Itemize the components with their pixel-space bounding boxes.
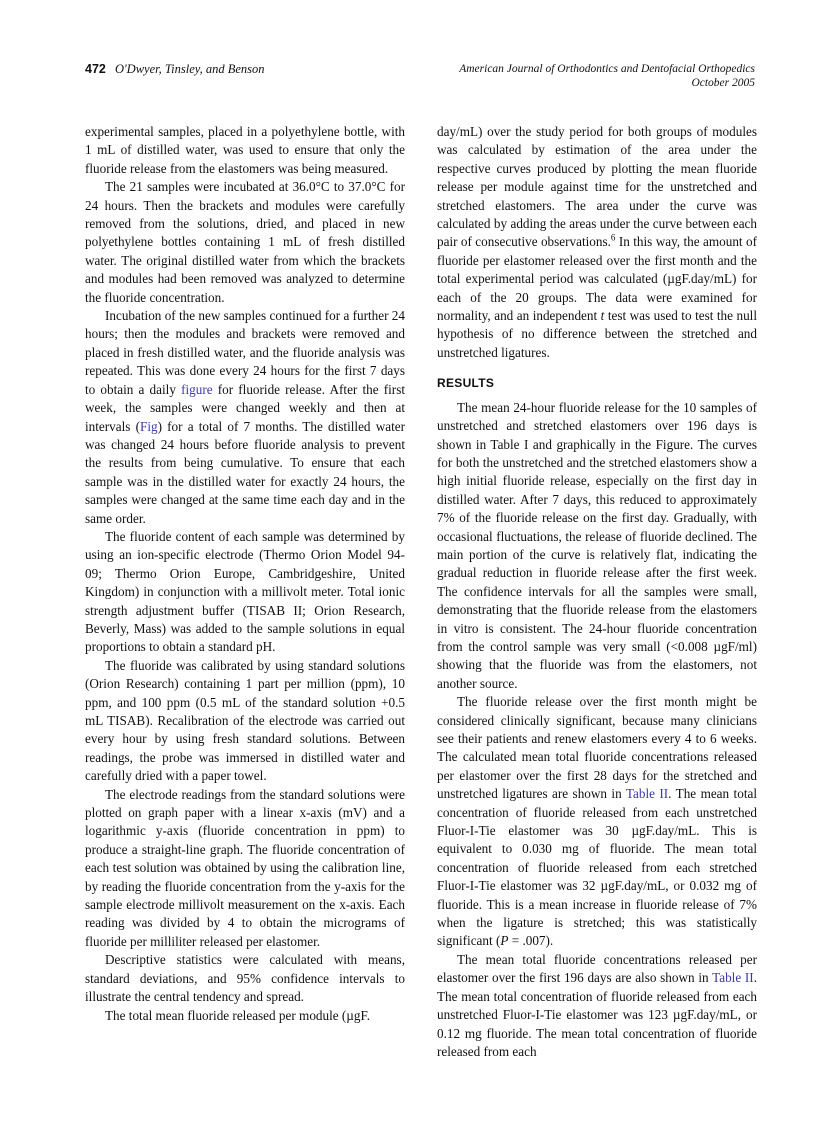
text-run: The mean total fluoride concentrations released per elastomer over the first 196 days are also shown in — [437, 951, 757, 986]
running-header-left — [85, 62, 265, 77]
text-run: The 21 samples were incubated at 36.0°C to 37.0°C for 24 hours. Then the brackets and modules were carefully removed from the solutions, dried, and placed in new polyethylene bottles containing 1 mL of fresh distilled water. The original distilled water from which the brackets and modules had been removed was analyzed to determine the fluoride concentration. — [85, 179, 405, 305]
paragraph — [85, 528, 405, 657]
right-column — [437, 123, 757, 1061]
text-run: Descriptive statistics were calculated with means, standard deviations, and 95% confidence intervals to illustrate the central tendency and spread. — [85, 952, 405, 1005]
text-run: experimental samples, placed in a polyethylene bottle, with 1 mL of distilled water, was used to ensure that only the fluoride release from the elastomers was being measured. — [85, 124, 405, 176]
journal-title: American Journal of Orthodontics and Dentofacial Orthopedics — [459, 63, 755, 75]
running-header-right — [459, 62, 755, 90]
italic-text: P — [500, 933, 509, 949]
cross-reference-link[interactable]: Table II — [712, 970, 754, 986]
text-run: day/mL) over the study period for both groups of modules was calculated by estimation of the area under the respective curves produced by plotting the mean fluoride release per module against time for the unstretched and stretched elastomers. The area under the curve was calculated by adding the areas under the curve between each pair of consecutive observations. — [437, 124, 757, 250]
italic-text: t — [600, 308, 605, 324]
paragraph — [437, 399, 757, 694]
text-run: The fluoride content of each sample was determined by using an ion-specific electrode (Thermo Orion Model 94-09; Thermo Orion Europe, Cambridgeshire, United Kingdom) in conjunction with a millivolt meter. Total ionic strength adjustment buffer (TISAB II; Orion Research, Beverly, Mass) was added to the sample solutions in equal proportions to obtain a standard pH. — [85, 528, 405, 655]
cross-reference-link[interactable]: Table II — [625, 786, 669, 802]
text-run: Incubation of the new samples continued for a further 24 hours; then the modules and brackets were removed and placed in fresh distilled water, and the fluoride analysis was repeated. This was done every 24 hours for the first 7 days to obtain a daily — [85, 308, 405, 397]
text-run: In this way, the amount of fluoride per elastomer released over the first month and the total experimental period was calculated (µgF.day/mL) for each of the 20 groups. The data were examined for normality, and an independent — [437, 234, 757, 324]
paragraph — [85, 178, 405, 307]
authors: O'Dwyer, Tinsley, and Benson — [114, 62, 265, 76]
paragraph — [437, 123, 757, 362]
text-run: . The mean total concentration of fluoride released from each unstretched Fluor-I-Tie elastomer was 30 µgF.day/mL. This is equivalent to 0.030 mg of fluoride. The mean total concentration of fluoride released from each stretched Fluor-I-Tie elastomer was 32 µgF.day/mL, or 0.032 mg of fluoride. This is a mean increase in fluoride release of 7% when the ligature is stretched; this was statistically significant ( — [437, 786, 757, 949]
paragraph — [85, 657, 405, 786]
text-run: = .007). — [508, 933, 554, 949]
paragraph — [85, 786, 405, 952]
paragraph — [85, 307, 405, 528]
text-run: The mean 24-hour fluoride release for the 10 samples of unstretched and stretched elastomers over 196 days is shown in Table I and graphically in the Figure. The curves for both the unstretched and the stretched elastomers show a high initial fluoride release, especially on the first day in distilled water. After 7 days, this reduced to approximately 7% of the fluoride release on the first day. Gradually, with occasional fluctuations, the release of fluoride declined. The main portion of the curve is relatively flat, indicating the gradual reduction in fluoride release after the first week. The confidence intervals for all the samples were small, demonstrating that the fluoride release from the elastomers in vitro is consistent. The 24-hour fluoride concentration from the control sample was very small (<0.008 µgF/ml) showing that the fluoride was from the elastomers, not another source. — [437, 399, 757, 691]
paragraph — [437, 693, 757, 951]
text-run: The fluoride was calibrated by using standard solutions (Orion Research) containing 1 part per million (ppm), 10 ppm, and 100 ppm (0.5 mL of the standard solution +0.5 mL TISAB). Recalibration of the electrode was carried out every hour by using fresh standard solutions. Between readings, the probe was immersed in distilled water and carefully dried with a paper towel. — [85, 657, 405, 784]
text-run: The total mean fluoride released per module (µgF. — [105, 1007, 371, 1023]
page-number: 472 — [85, 62, 106, 76]
cross-reference-link[interactable]: Fig — [139, 418, 158, 434]
text-run: . The mean total concentration of fluoride released from each unstretched Fluor-I-Tie elastomer was 123 µgF.day/mL, or 0.12 mg fluoride. The mean total concentration of fluoride released from each — [437, 970, 757, 1059]
text-run: for fluoride release. After the first week, the samples were changed weekly and then at intervals ( — [85, 381, 405, 434]
cross-reference-link[interactable]: figure — [181, 381, 213, 397]
paragraph — [85, 123, 405, 178]
citation-superscript: 6 — [610, 233, 616, 244]
section-heading: RESULTS — [437, 376, 495, 391]
text-run: test was used to test the null hypothesis of no difference between the stretched and unstretched ligatures. — [437, 308, 758, 360]
text-run: ) for a total of 7 months. The distilled water was changed 24 hours before fluoride analysis to prevent the results from being cumulative. To ensure that each sample was in the distilled water for exactly 24 hours, the samples were changed at the same time each day and in the same order. — [85, 418, 405, 526]
paragraph — [85, 951, 405, 1006]
paragraph — [437, 951, 757, 1061]
text-run: The electrode readings from the standard solutions were plotted on graph paper with a linear x-axis (mV) and a logarithmic y-axis (fluoride concentration in ppm) to produce a straight-line graph. The fluoride concentration of each test solution was obtained by using the calibration line, by reading the fluoride concentration from the y-axis for the sample electrode millivolt measurement on the x-axis. Each reading was divided by 4 to obtain the micrograms of fluoride per milliliter released per elastomer. — [85, 786, 405, 949]
paragraph — [85, 1007, 405, 1025]
text-run: The fluoride release over the first month might be considered clinically significant, because many clinicians see their patients and renew elastomers every 4 to 6 weeks. The calculated mean total fluoride concentrations released per elastomer over the first 28 days for the stretched and unstretched ligatures are shown in — [437, 694, 757, 802]
left-column — [85, 123, 405, 1025]
issue-date: October 2005 — [691, 77, 755, 89]
